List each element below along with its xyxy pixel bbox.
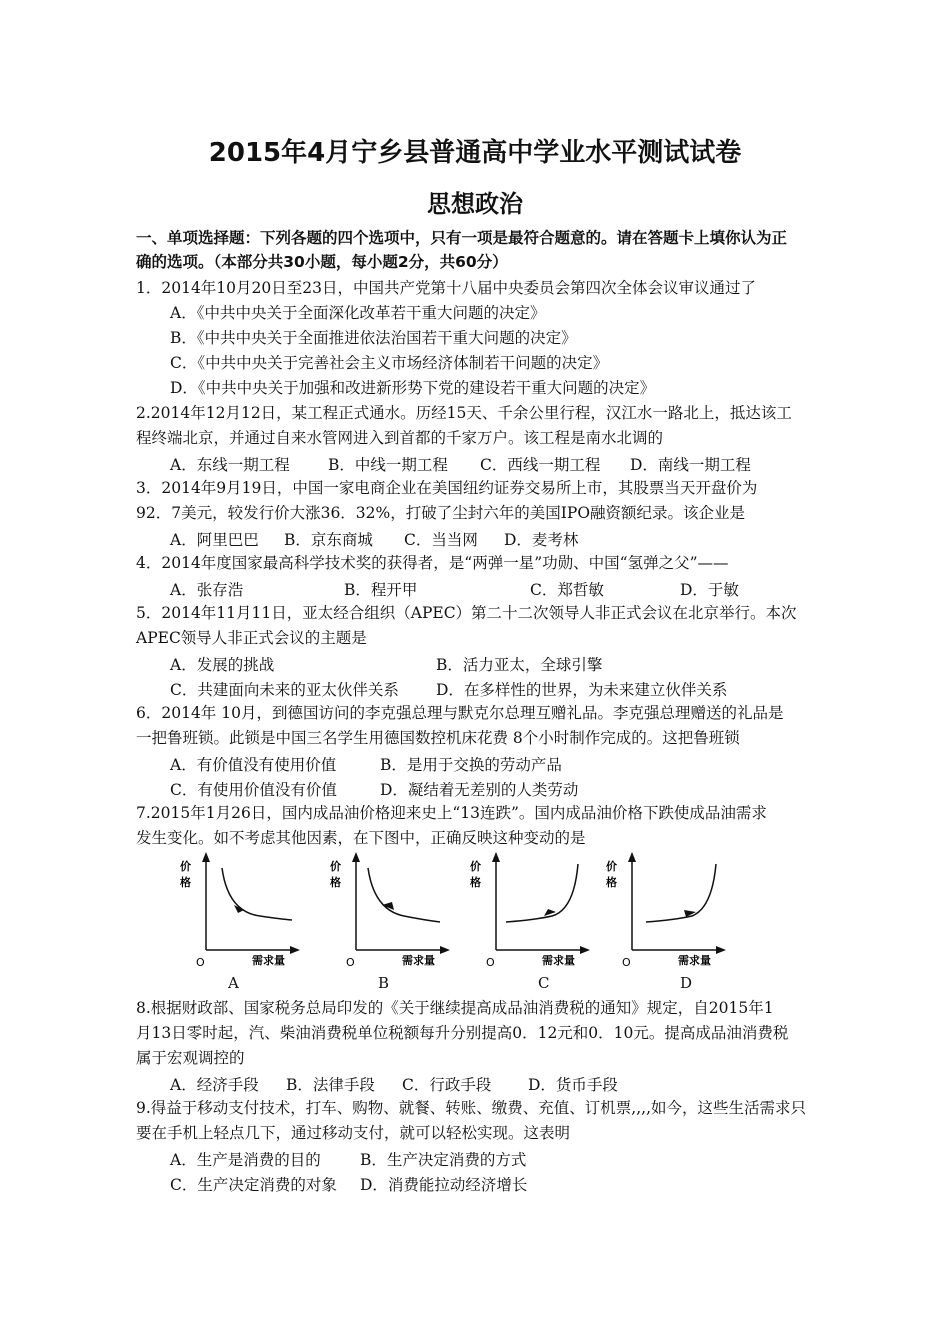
question-4-option-c: C．郑哲敏 [530,581,604,599]
demand-graph-a [170,850,300,970]
question-5-option-a: A．发展的挑战 [170,656,275,674]
question-4-option-d: D．于敏 [680,581,739,599]
question-2-stem-line2: 程终端北京，并通过自来水管网进入到首都的千家万户。该工程是南水北调的 [136,429,664,447]
question-2-stem-line1: 2.2014年12月12日，某工程正式通水。历经15天、千余公里行程，汉江水一路北上，抵达该工 [136,404,792,422]
question-1-option-b: B．《中共中央关于全面推进依法治国若干重大问题的决定》 [170,329,577,347]
question-6-option-d: D．凝结着无差别的人类劳动 [380,781,579,799]
graph-c-xlabel: 需求量 [542,954,575,967]
graph-c-curve [506,864,578,922]
question-7-stem-line1: 7.2015年1月26日，国内成品油价格迎来史上“13连跌”。国内成品油价格下跌使成品油需求 [136,804,767,822]
graph-c-ylabel2: 格 [470,876,481,889]
graph-d-label: D [680,974,693,992]
graph-a-label: A [228,974,239,992]
graph-d-xlabel: 需求量 [678,954,711,967]
graph-b-curve [368,868,440,922]
graph-b-label: B [378,974,390,992]
question-8-option-d: D．货币手段 [528,1076,618,1094]
question-5-stem-line2: APEC领导人非正式会议的主题是 [136,629,367,647]
question-9-option-c: C．生产决定消费的对象 [170,1176,337,1194]
section-instruction-line1: 一、单项选择题：下列各题的四个选项中，只有一项是最符合题意的。请在答题卡上填你认为正 [136,229,788,247]
question-9-stem-line1: 9.得益于移动支付技术，打车、购物、就餐、转账、缴费、充值、订机票,,,,如今，这些生活需求只 [136,1099,806,1117]
question-8-option-b: B．法律手段 [286,1076,375,1094]
graph-d-ylabel1: 价 [606,860,617,873]
question-6-stem-line2: 一把鲁班锁。此锁是中国三名学生用德国数控机床花费 8个小时制作完成的。这把鲁班锁 [136,729,740,747]
question-1-option-d: D．《中共中央关于加强和改进新形势下党的建设若干重大问题的决定》 [170,379,656,397]
demand-graph-b [320,850,450,970]
graph-b-xlabel: 需求量 [402,954,435,967]
question-5-option-b: B．活力亚太，全球引擎 [436,656,603,674]
question-4-option-b: B．程开甲 [344,581,418,599]
question-3-option-b: B．京东商城 [284,531,373,549]
question-5-option-d: D．在多样性的世界，为未来建立伙伴关系 [436,681,728,699]
graph-b-origin: O [346,956,355,969]
graph-a-ylabel1: 价 [180,860,191,873]
question-8-stem-line2: 月13日零时起，汽、柴油消费税单位税额每升分别提高0．12元和0．10元。提高成品油消费税 [136,1024,789,1042]
graph-d-curve [646,864,716,922]
graph-c-label: C [538,974,550,992]
graph-c-origin: O [486,956,495,969]
question-5-stem-line1: 5．2014年11月11日，亚太经合组织（APEC）第二十二次领导人非正式会议在北京举行。本次 [136,604,797,622]
question-6-option-b: B．是用于交换的劳动产品 [380,756,562,774]
question-6-stem-line1: 6．2014年 10月，到德国访问的李克强总理与默克尔总理互赠礼品。李克强总理赠送的礼品是 [136,704,784,722]
question-6-option-a: A．有价值没有使用价值 [170,756,337,774]
section-instruction-line2: 确的选项。（本部分共30小题，每小题2分，共60分） [136,253,508,271]
graph-c-ylabel1: 价 [470,860,481,873]
question-9-option-d: D．消费能拉动经济增长 [360,1176,528,1194]
demand-graph-d [596,850,726,970]
graph-a-ylabel2: 格 [180,876,191,889]
question-8-option-c: C．行政手段 [402,1076,492,1094]
graph-a-curve [222,868,292,920]
question-8-option-a: A．经济手段 [170,1076,259,1094]
question-2-option-d: D．南线一期工程 [630,456,751,474]
question-4-option-a: A．张存浩 [170,581,244,599]
question-8-stem-line3: 属于宏观调控的 [136,1049,245,1067]
question-6-option-c: C．有使用价值没有价值 [170,781,337,799]
question-2-option-a: A．东线一期工程 [170,456,290,474]
question-3-stem-line2: 92．7美元，较发行价大涨36．32%，打破了尘封六年的美国IPO融资额纪录。该企业是 [136,504,746,522]
demand-graph-c [460,850,590,970]
question-9-stem-line2: 要在手机上轻点几下，通过移动支付，就可以轻松实现。这表明 [136,1124,571,1142]
question-3-stem-line1: 3．2014年9月19日，中国一家电商企业在美国纽约证券交易所上市，其股票当天开盘价为 [136,479,758,497]
question-3-option-a: A．阿里巴巴 [170,531,259,549]
question-7-stem-line2: 发生变化。如不考虑其他因素，在下图中，正确反映这种变动的是 [136,829,586,847]
question-1-stem: 1．2014年10月20日至23日，中国共产党第十八届中央委员会第四次全体会议审议通过了 [136,279,756,297]
graph-a-xlabel: 需求量 [252,954,285,967]
question-2-option-b: B．中线一期工程 [328,456,448,474]
question-4-stem: 4．2014年度国家最高科学技术奖的获得者，是“两弹一星”功勋、中国“氢弹之父”—— [136,554,729,572]
graph-a-origin: O [196,956,205,969]
question-1-option-a: A．《中共中央关于全面深化改革若干重大问题的决定》 [170,304,546,322]
question-9-option-a: A．生产是消费的目的 [170,1151,321,1169]
question-1-option-c: C．《中共中央关于完善社会主义市场经济体制若干问题的决定》 [170,354,609,372]
question-9-option-b: B．生产决定消费的方式 [360,1151,527,1169]
graph-b-ylabel1: 价 [330,860,341,873]
graph-b-ylabel2: 格 [330,876,341,889]
question-8-stem-line1: 8.根据财政部、国家税务总局印发的《关于继续提高成品油消费税的通知》规定，自2015年1 [136,999,774,1017]
graph-d-origin: O [622,956,631,969]
subject-title: 思想政治 [427,190,523,218]
graph-d-ylabel2: 格 [606,876,617,889]
question-2-option-c: C．西线一期工程 [480,456,601,474]
exam-title: 2015年4月宁乡县普通高中学业水平测试试卷 [208,138,742,168]
question-5-option-c: C．共建面向未来的亚太伙伴关系 [170,681,399,699]
question-3-option-c: C．当当网 [404,531,478,549]
question-3-option-d: D．麦考林 [504,531,579,549]
